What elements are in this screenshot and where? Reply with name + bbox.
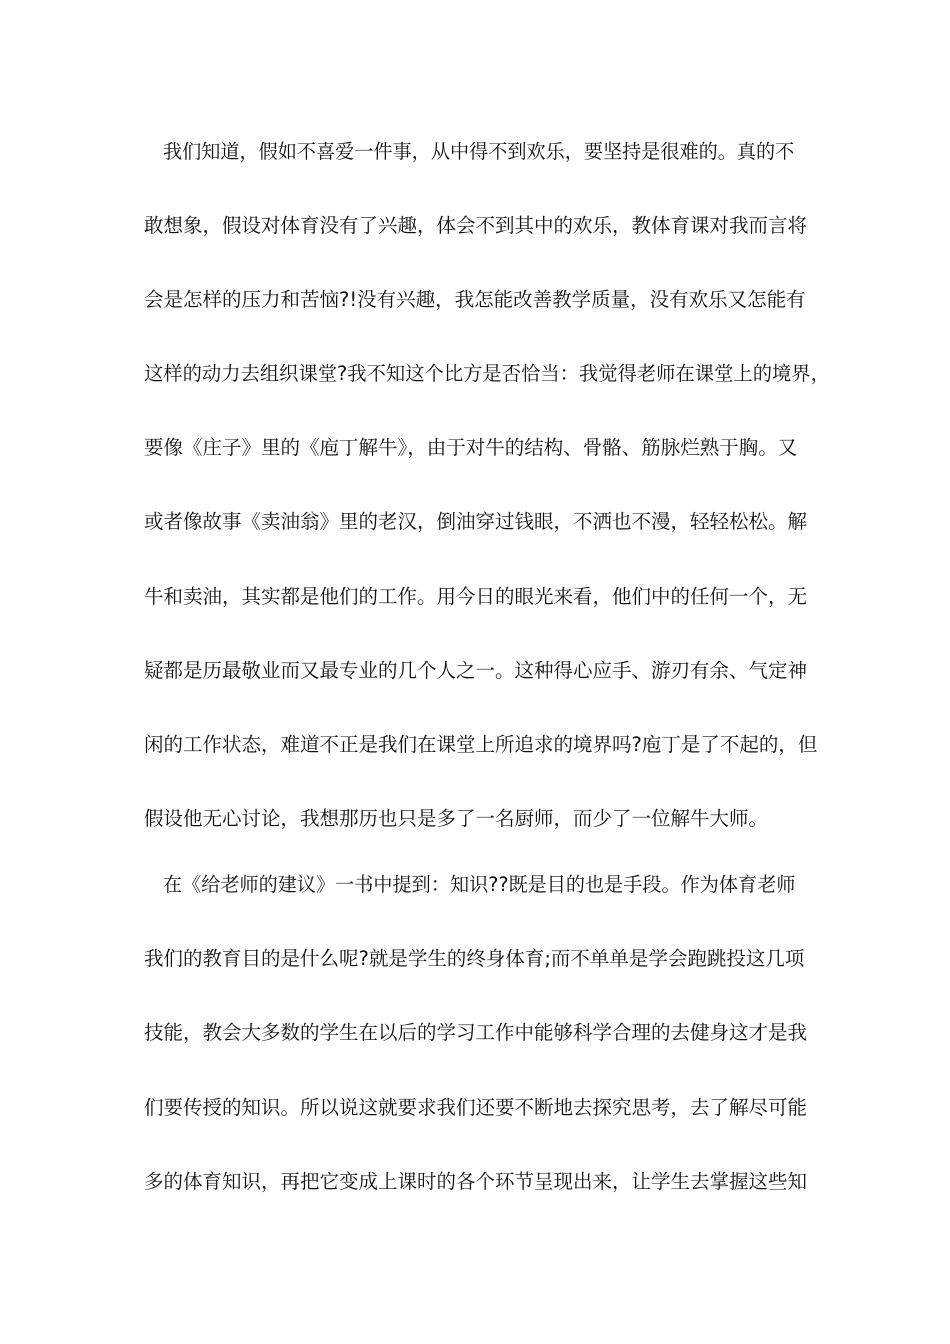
paragraph-1-line-7: 牛和卖油，其实都是他们的工作。用今日的眼光来看，他们中的任何一个，无: [144, 585, 808, 608]
paragraph-1-line-4: 这样的动力去组织课堂?我不知这个比方是否恰当：我觉得老师在课堂上的境界，: [144, 362, 830, 385]
paragraph-1-line-3: 会是怎样的压力和苦恼?!没有兴趣，我怎能改善教学质量，没有欢乐又怎能有: [144, 288, 806, 311]
paragraph-1-line-5: 要像《庄子》里的《庖丁解牛》，由于对牛的结构、骨骼、筋脉烂熟于胸。又: [144, 436, 798, 459]
paragraph-1-line-9: 闲的工作状态，难道不正是我们在课堂上所追求的境界吗?庖丁是了不起的，但: [144, 733, 818, 756]
paragraph-2-line-1: 在《给老师的建议》一书中提到：知识??既是目的也是手段。作为体育老师: [163, 873, 796, 896]
paragraph-2-line-4: 们要传授的知识。所以说这就要求我们还要不断地去探究思考，去了解尽可能: [144, 1096, 808, 1119]
paragraph-1-line-1: 我们知道，假如不喜爱一件事，从中得不到欢乐，要坚持是很难的。真的不: [163, 140, 795, 163]
paragraph-2-line-3: 技能，教会大多数的学生在以后的学习工作中能够科学合理的去健身这才是我: [144, 1021, 808, 1044]
paragraph-2-line-2: 我们的教育目的是什么呢?就是学生的终身体育;而不单单是学会跑跳投这几项: [144, 947, 805, 970]
paragraph-1-line-8: 疑都是历最敬业而又最专业的几个人之一。这种得心应手、游刃有余、气定神: [144, 659, 808, 682]
paragraph-1-line-6: 或者像故事《卖油翁》里的老汉，倒油穿过钱眼，不洒也不漫，轻轻松松。解: [144, 510, 808, 533]
paragraph-1-line-10: 假设他无心讨论，我想那历也只是多了一名厨师，而少了一位解牛大师。: [144, 807, 769, 830]
paragraph-2-line-5: 多的体育知识，再把它变成上课时的各个环节呈现出来，让学生去掌握这些知: [144, 1170, 808, 1193]
paragraph-1-line-2: 敢想象，假设对体育没有了兴趣，体会不到其中的欢乐，教体育课对我而言将: [144, 214, 808, 237]
